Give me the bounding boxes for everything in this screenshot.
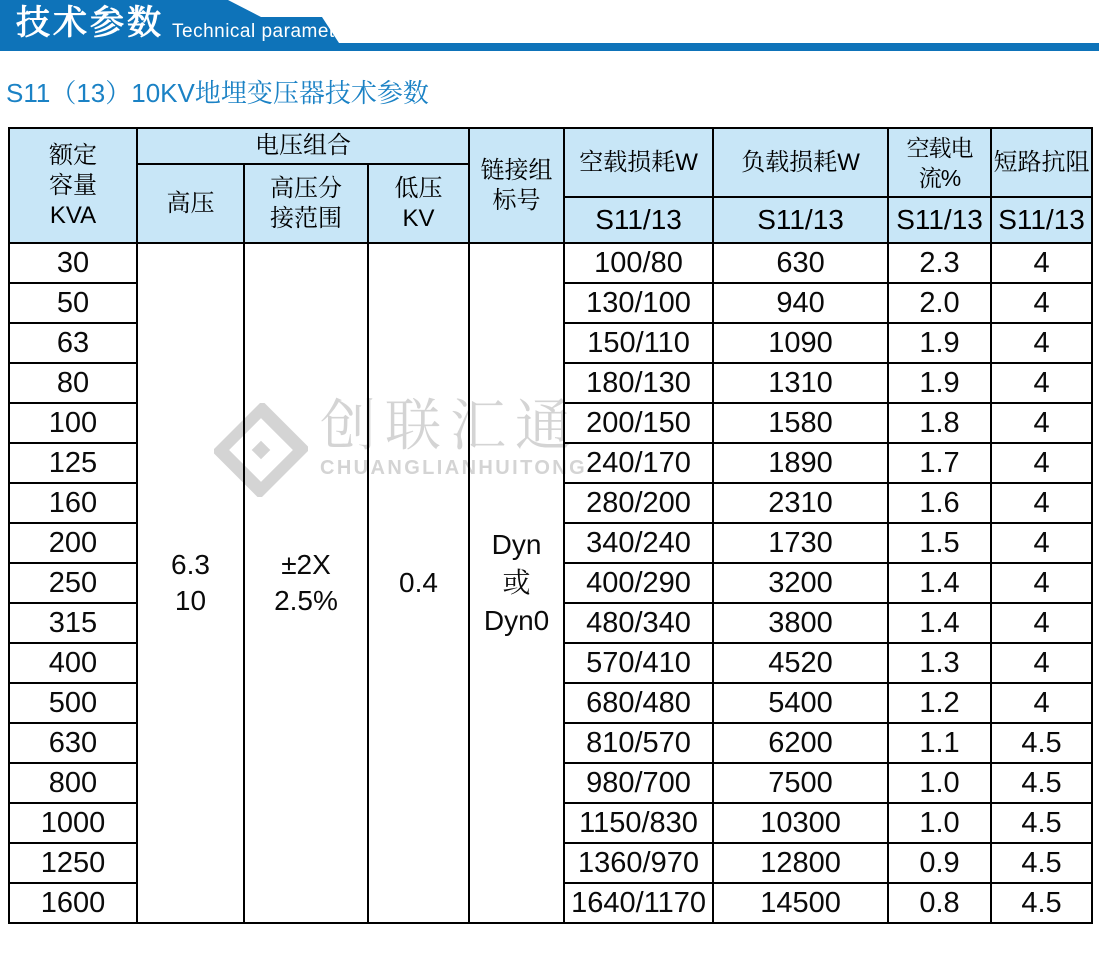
cell-load-loss: 1890 bbox=[713, 443, 888, 483]
cell-no-load-loss: 180/130 bbox=[564, 363, 713, 403]
cell-impedance: 4 bbox=[991, 603, 1092, 643]
cell-hv: 6.3 10 bbox=[137, 243, 244, 923]
cell-no-load-current: 0.8 bbox=[888, 883, 991, 923]
cell-no-load-current: 1.7 bbox=[888, 443, 991, 483]
cell-capacity: 500 bbox=[9, 683, 137, 723]
cell-impedance: 4 bbox=[991, 363, 1092, 403]
cell-load-loss: 14500 bbox=[713, 883, 888, 923]
header-lv: 低压 KV bbox=[368, 164, 469, 243]
banner-title-en: Technical parameter bbox=[172, 21, 353, 42]
cell-capacity: 1250 bbox=[9, 843, 137, 883]
cell-no-load-loss: 980/700 bbox=[564, 763, 713, 803]
cell-capacity: 1600 bbox=[9, 883, 137, 923]
cell-capacity: 100 bbox=[9, 403, 137, 443]
cell-load-loss: 1310 bbox=[713, 363, 888, 403]
cell-load-loss: 6200 bbox=[713, 723, 888, 763]
cell-load-loss: 1580 bbox=[713, 403, 888, 443]
header-no-load-current: 空载电流% bbox=[888, 128, 991, 197]
cell-load-loss: 3800 bbox=[713, 603, 888, 643]
cell-load-loss: 12800 bbox=[713, 843, 888, 883]
header-vector-group: 链接组 标号 bbox=[469, 128, 564, 243]
cell-capacity: 200 bbox=[9, 523, 137, 563]
cell-capacity: 630 bbox=[9, 723, 137, 763]
header-no-load-loss: 空载损耗W bbox=[564, 128, 713, 197]
table-row bbox=[9, 243, 1092, 283]
cell-load-loss: 10300 bbox=[713, 803, 888, 843]
cell-capacity: 160 bbox=[9, 483, 137, 523]
cell-impedance: 4 bbox=[991, 683, 1092, 723]
cell-no-load-current: 1.9 bbox=[888, 323, 991, 363]
cell-impedance: 4 bbox=[991, 323, 1092, 363]
cell-hv-tap: ±2X 2.5% bbox=[244, 243, 368, 923]
banner-title-cn: 技术参数 bbox=[16, 4, 164, 42]
cell-impedance: 4 bbox=[991, 443, 1092, 483]
cell-impedance: 4 bbox=[991, 563, 1092, 603]
cell-load-loss: 630 bbox=[713, 243, 888, 283]
cell-no-load-current: 1.2 bbox=[888, 683, 991, 723]
header-impedance: 短路抗阻 bbox=[991, 128, 1092, 197]
cell-load-loss: 1730 bbox=[713, 523, 888, 563]
cell-no-load-loss: 680/480 bbox=[564, 683, 713, 723]
cell-no-load-loss: 100/80 bbox=[564, 243, 713, 283]
cell-no-load-current: 1.4 bbox=[888, 603, 991, 643]
cell-impedance: 4 bbox=[991, 483, 1092, 523]
cell-load-loss: 1090 bbox=[713, 323, 888, 363]
cell-load-loss: 4520 bbox=[713, 643, 888, 683]
cell-no-load-loss: 570/410 bbox=[564, 643, 713, 683]
cell-impedance: 4.5 bbox=[991, 723, 1092, 763]
header-voltage-group: 电压组合 bbox=[137, 128, 469, 164]
cell-capacity: 125 bbox=[9, 443, 137, 483]
subheader-impedance-model: S11/13 bbox=[991, 197, 1092, 243]
banner-shape bbox=[0, 0, 1099, 51]
cell-impedance: 4.5 bbox=[991, 883, 1092, 923]
header-hv-tap: 高压分 接范围 bbox=[244, 164, 368, 243]
subheader-load-loss-model: S11/13 bbox=[713, 197, 888, 243]
cell-no-load-loss: 340/240 bbox=[564, 523, 713, 563]
cell-no-load-loss: 1150/830 bbox=[564, 803, 713, 843]
cell-capacity: 315 bbox=[9, 603, 137, 643]
parameters-table bbox=[8, 127, 1093, 924]
cell-no-load-loss: 400/290 bbox=[564, 563, 713, 603]
cell-impedance: 4 bbox=[991, 523, 1092, 563]
watermark-en: CHUANGLIANHUITONG bbox=[320, 457, 588, 479]
cell-capacity: 80 bbox=[9, 363, 137, 403]
cell-impedance: 4 bbox=[991, 643, 1092, 683]
cell-lv: 0.4 bbox=[368, 243, 469, 923]
cell-load-loss: 5400 bbox=[713, 683, 888, 723]
cell-capacity: 63 bbox=[9, 323, 137, 363]
header-rated-capacity: 额定 容量 KVA bbox=[9, 128, 137, 243]
cell-no-load-current: 2.3 bbox=[888, 243, 991, 283]
table-header bbox=[9, 128, 1092, 243]
cell-no-load-loss: 200/150 bbox=[564, 403, 713, 443]
cell-no-load-loss: 240/170 bbox=[564, 443, 713, 483]
cell-impedance: 4.5 bbox=[991, 843, 1092, 883]
subheader-no-load-current-model: S11/13 bbox=[888, 197, 991, 243]
header-hv: 高压 bbox=[137, 164, 244, 243]
cell-no-load-current: 1.6 bbox=[888, 483, 991, 523]
cell-capacity: 250 bbox=[9, 563, 137, 603]
cell-no-load-current: 0.9 bbox=[888, 843, 991, 883]
table-body bbox=[9, 243, 1092, 923]
cell-capacity: 400 bbox=[9, 643, 137, 683]
cell-no-load-current: 1.9 bbox=[888, 363, 991, 403]
cell-impedance: 4 bbox=[991, 403, 1092, 443]
cell-no-load-current: 1.8 bbox=[888, 403, 991, 443]
cell-no-load-loss: 150/110 bbox=[564, 323, 713, 363]
cell-load-loss: 7500 bbox=[713, 763, 888, 803]
table-wrap bbox=[8, 127, 1091, 924]
cell-impedance: 4.5 bbox=[991, 803, 1092, 843]
cell-no-load-loss: 1360/970 bbox=[564, 843, 713, 883]
cell-no-load-loss: 810/570 bbox=[564, 723, 713, 763]
cell-capacity: 800 bbox=[9, 763, 137, 803]
cell-no-load-current: 1.3 bbox=[888, 643, 991, 683]
cell-no-load-loss: 130/100 bbox=[564, 283, 713, 323]
cell-impedance: 4.5 bbox=[991, 763, 1092, 803]
cell-impedance: 4 bbox=[991, 283, 1092, 323]
cell-impedance: 4 bbox=[991, 243, 1092, 283]
cell-no-load-loss: 480/340 bbox=[564, 603, 713, 643]
cell-capacity: 1000 bbox=[9, 803, 137, 843]
cell-no-load-current: 1.1 bbox=[888, 723, 991, 763]
watermark-cn: 创联汇通 bbox=[320, 394, 580, 457]
cell-no-load-loss: 280/200 bbox=[564, 483, 713, 523]
cell-load-loss: 2310 bbox=[713, 483, 888, 523]
cell-no-load-current: 1.0 bbox=[888, 763, 991, 803]
cell-no-load-current: 1.0 bbox=[888, 803, 991, 843]
subheader-no-load-loss-model: S11/13 bbox=[564, 197, 713, 243]
header-load-loss: 负载损耗W bbox=[713, 128, 888, 197]
cell-no-load-loss: 1640/1170 bbox=[564, 883, 713, 923]
cell-capacity: 50 bbox=[9, 283, 137, 323]
cell-load-loss: 940 bbox=[713, 283, 888, 323]
cell-no-load-current: 2.0 bbox=[888, 283, 991, 323]
cell-load-loss: 3200 bbox=[713, 563, 888, 603]
cell-vector-group: Dyn 或 Dyn0 bbox=[469, 243, 564, 923]
cell-no-load-current: 1.4 bbox=[888, 563, 991, 603]
cell-no-load-current: 1.5 bbox=[888, 523, 991, 563]
page-title: S11（13）10KV地埋变压器技术参数 bbox=[6, 78, 429, 108]
header-banner bbox=[0, 0, 1099, 51]
cell-capacity: 30 bbox=[9, 243, 137, 283]
